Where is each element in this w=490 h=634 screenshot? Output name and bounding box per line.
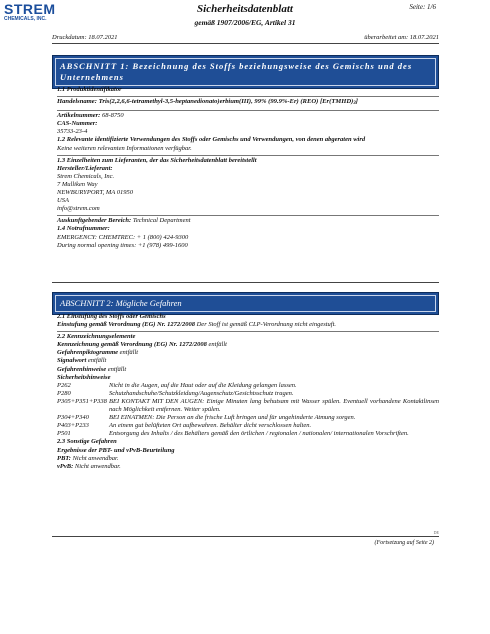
- emergency-line-2: During normal opening times: +1 (978) 499-1600: [57, 241, 188, 249]
- logo-subtitle: CHEMICALS, INC.: [4, 16, 47, 22]
- continuation-note: (Fortsetzung auf Seite 2): [374, 540, 434, 546]
- vpvb-value: Nicht anwendbar.: [74, 462, 121, 470]
- classification-value: Der Stoff ist gemäß CLP-Verordnung nicht eingestuft.: [196, 321, 337, 329]
- uses-value: Keine weiteren relevanten Informationen verfügbar.: [57, 144, 192, 152]
- tradename-end: ]: [355, 98, 358, 106]
- address-line: NEWBURYPORT, MA 01950: [57, 189, 134, 197]
- statement-text: Entsorgung des Inhalts / des Behälters gemäß den örtlichen / regionalen / nationalen/ internationalen Vorschriften.: [109, 430, 409, 438]
- statement-code: P280: [57, 389, 71, 397]
- labelling-label: Kennzeichnung gemäß Verordnung (EG) Nr. 1272/2008: [57, 341, 207, 349]
- document-subtitle: gemäß 1907/2006/EG, Artikel 31: [194, 18, 296, 27]
- emergency-heading: 1.4 Notrufnummer:: [57, 225, 110, 233]
- statement-row: [57, 430, 439, 438]
- supplier-label: Hersteller/Lieferant:: [57, 164, 113, 172]
- section1-body: [57, 86, 439, 250]
- emergency-line-1: EMERGENCY: CHEMTREC: + 1 (800) 424-9300: [57, 233, 189, 241]
- statement-code: P305+P351+P338: [57, 397, 107, 405]
- section2-heading-box: [52, 292, 439, 315]
- supplier-heading: 1.3 Einzelheiten zum Lieferanten, der das Sicherheitsdatenblatt bereitstellt: [57, 156, 257, 164]
- classification-label: Einstufung gemäß Verordnung (EG) Nr. 1272/2008: [57, 321, 195, 329]
- statement-code: P501: [57, 430, 71, 438]
- language-mark: DE: [433, 530, 439, 535]
- statement-text: BEI EINATMEN: Die Person an die frische Luft bringen und für ungehinderte Atmung sorgen.: [109, 414, 356, 422]
- pbt-heading: Ergebnisse der PBT- und vPvB-Beurteilung: [57, 446, 175, 454]
- statement-row: [57, 390, 439, 398]
- statement-row: [57, 382, 439, 390]
- statement-code: P304+P340: [57, 414, 89, 422]
- address-line: USA: [57, 197, 69, 205]
- section1-heading: ABSCHNITT 1: Bezeichnung des Stoffs beziehungsweise des Gemischs und des Unternehmens: [55, 58, 436, 86]
- statement-text: An einem gut belüfteten Ort aufbewahren. Behälter dicht verschlossen halten.: [109, 422, 312, 430]
- address-line: 7 Mulliken Way: [57, 180, 98, 188]
- statement-text: BEI KONTAKT MIT DEN AUGEN: Einige Minuten lang behutsam mit Wasser spülen. Eventuell vorhandene Kontaktlinsen nach Möglichkeit entfernen. Weiter spülen.: [109, 397, 439, 414]
- document-title: Sicherheitsdatenblatt: [197, 3, 293, 15]
- pbt-label: PBT:: [57, 454, 71, 462]
- hazard-statements-label: Gefahrenhinweise: [57, 365, 107, 373]
- print-date: Druckdatum: 18.07.2021: [52, 34, 118, 41]
- statement-code: P403+P233: [57, 422, 89, 430]
- section2-body: [57, 313, 439, 471]
- tradename-label: Handelsname:: [57, 98, 97, 106]
- vpvb-label: vPvB:: [57, 462, 74, 470]
- logo-mark: STREM: [4, 1, 56, 17]
- section1-heading-box: [52, 55, 439, 89]
- info-value: Technical Department: [132, 217, 191, 225]
- article-number: 68-8750: [101, 112, 124, 120]
- cas-number: 35733-23-4: [57, 128, 88, 136]
- statement-row: [57, 414, 439, 422]
- pbt-value: Nicht anwendbar.: [72, 454, 119, 462]
- footer-rule: [52, 536, 439, 537]
- pictograms-label: Gefahrenpiktogramme: [57, 349, 119, 357]
- signal-word-value: entfällt: [87, 357, 107, 365]
- cas-label: CAS-Nummer:: [57, 120, 98, 128]
- classification-heading: 2.1 Einstufung des Stoffs oder Gemischs: [57, 313, 166, 320]
- statement-row: [57, 422, 439, 430]
- uses-heading: 1.2 Relevante identifizierte Verwendungen des Stoffs oder Gemischs und Verwendungen, von denen abgeraten wird: [57, 136, 366, 144]
- page-number: Seite: 1/6: [409, 3, 436, 11]
- label-elements-heading: 2.2 Kennzeichnungselemente: [57, 333, 136, 341]
- revision-date: überarbeitet am: 18.07.2021: [364, 34, 439, 41]
- date-line: [52, 34, 439, 41]
- statement-row: [57, 398, 439, 414]
- tradename-line: [57, 98, 439, 108]
- statement-text: Schutzhandschuhe/Schutzkleidung/Augenschutz/Gesichtsschutz tragen.: [109, 389, 294, 397]
- statement-text: Nicht in die Augen, auf die Haut oder auf die Kleidung gelangen lassen.: [109, 381, 297, 389]
- pictograms-value: entfällt: [119, 349, 139, 357]
- tradename-value: Tris(2,2,6,6-tetramethyl-3,5-heptanedionato)erbium(III), 99% (99.9%-Er) (REO) [Er(TMHD): [98, 98, 354, 106]
- section1-end-rule: [52, 282, 439, 283]
- hazard-statements-value: entfällt: [107, 365, 127, 373]
- article-label: Artikelnummer:: [57, 112, 101, 120]
- section2-heading: ABSCHNITT 2: Mögliche Gefahren: [55, 295, 436, 312]
- email-link[interactable]: info@strem.com: [57, 205, 100, 213]
- product-identifier-heading: 1.1 Produktidentifikator: [57, 86, 122, 93]
- tradename-subscript: 3: [353, 101, 356, 107]
- labelling-value: entfällt: [208, 341, 227, 349]
- address-line: Strem Chemicals, Inc.: [57, 172, 115, 180]
- statement-code: P262: [57, 381, 71, 389]
- precautionary-label: Sicherheitshinweise: [57, 373, 111, 381]
- other-hazards-heading: 2.3 Sonstige Gefahren: [57, 438, 117, 446]
- signal-word-label: Signalwort: [57, 357, 87, 365]
- header-rule: [52, 43, 439, 44]
- info-label: Auskunftgebender Bereich:: [57, 217, 132, 225]
